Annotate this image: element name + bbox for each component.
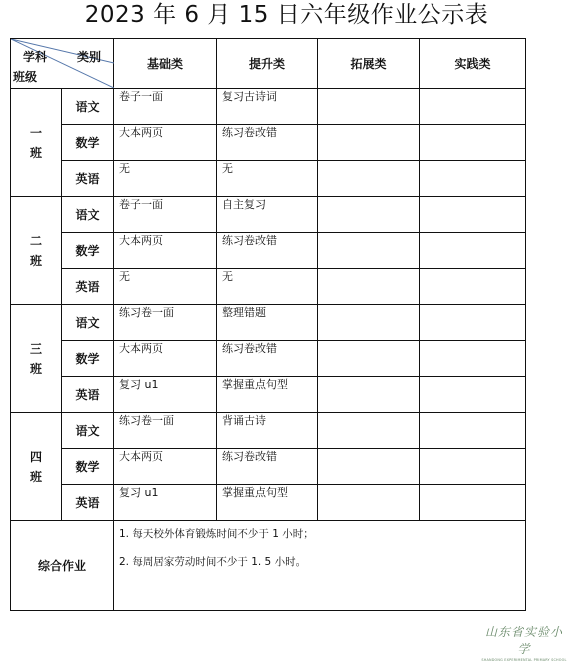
extended-cell [318,161,420,197]
basic-cell: 卷子一面 [114,89,217,125]
extended-cell [318,485,420,521]
extended-cell [318,197,420,233]
class-name-cell [11,413,62,521]
table-row [11,269,526,305]
table-row [11,449,526,485]
subject-cell: 语文 [62,413,114,449]
advanced-cell: 无 [217,269,318,305]
school-logo-subtext: SHANDONG EXPERIMENTAL PRIMARY SCHOOL [481,658,567,662]
practice-cell [420,413,526,449]
subject-cell: 语文 [62,305,114,341]
practice-cell [420,269,526,305]
class-name-char: 三 [29,341,42,356]
subject-cell: 数学 [62,341,114,377]
class-name-char: 班 [29,145,42,160]
extended-cell [318,413,420,449]
basic-cell: 大本两页 [114,125,217,161]
extended-cell [318,449,420,485]
header-extended: 拓展类 [318,39,420,89]
basic-cell: 练习卷一面 [114,305,217,341]
extended-cell [318,341,420,377]
advanced-cell: 复习古诗词 [217,89,318,125]
table-row [11,305,526,341]
table-row [11,341,526,377]
table-row [11,485,526,521]
class-name-char: 班 [29,253,42,268]
practice-cell [420,161,526,197]
table-row [11,233,526,269]
extended-cell [318,305,420,341]
practice-cell [420,197,526,233]
advanced-cell: 无 [217,161,318,197]
practice-cell [420,449,526,485]
comprehensive-notes [114,521,526,611]
basic-cell: 复习 u1 [114,485,217,521]
class-name-char: 四 [29,449,42,464]
comprehensive-note: 2. 每周居家劳动时间不少于 1. 5 小时。 [119,556,307,568]
subject-cell: 英语 [62,161,114,197]
practice-cell [420,233,526,269]
page-title: 2023 年 6 月 15 日六年级作业公示表 [84,2,489,28]
corner-class-label: 班级 [13,70,38,84]
table-row [11,413,526,449]
practice-cell [420,341,526,377]
practice-cell [420,89,526,125]
basic-cell: 无 [114,161,217,197]
comprehensive-row [11,521,526,611]
extended-cell [318,89,420,125]
class-name-char: 班 [29,469,42,484]
practice-cell [420,485,526,521]
subject-cell: 语文 [62,89,114,125]
homework-table [10,38,526,611]
practice-cell [420,305,526,341]
subject-cell: 英语 [62,377,114,413]
table-row [11,89,526,125]
corner-cell [11,39,114,89]
class-name-cell [11,197,62,305]
subject-cell: 语文 [62,197,114,233]
subject-cell: 英语 [62,269,114,305]
extended-cell [318,377,420,413]
table-row [11,197,526,233]
subject-cell: 数学 [62,449,114,485]
table-row [11,125,526,161]
class-name-char: 班 [29,361,42,376]
advanced-cell: 整理错题 [217,305,318,341]
class-name-char: 二 [29,233,42,248]
comprehensive-note: 1. 每天校外体育锻炼时间不少于 1 小时； [119,528,314,540]
advanced-cell: 掌握重点句型 [217,485,318,521]
practice-cell [420,377,526,413]
header-advanced: 提升类 [217,39,318,89]
comprehensive-label: 综合作业 [11,521,114,611]
basic-cell: 大本两页 [114,341,217,377]
advanced-cell: 练习卷改错 [217,341,318,377]
corner-type-label: 类别 [76,50,101,64]
subject-cell: 数学 [62,233,114,269]
class-name-char: 一 [29,125,42,140]
advanced-cell: 背诵古诗 [217,413,318,449]
header-row [11,39,526,89]
extended-cell [318,269,420,305]
school-logo [479,623,569,662]
basic-cell: 练习卷一面 [114,413,217,449]
advanced-cell: 练习卷改错 [217,449,318,485]
table-row [11,161,526,197]
header-basic: 基础类 [114,39,217,89]
basic-cell: 卷子一面 [114,197,217,233]
basic-cell: 大本两页 [114,233,217,269]
advanced-cell: 练习卷改错 [217,233,318,269]
corner-subject-label: 学科 [23,50,48,64]
basic-cell: 复习 u1 [114,377,217,413]
advanced-cell: 练习卷改错 [217,125,318,161]
class-name-cell [11,305,62,413]
extended-cell [318,125,420,161]
subject-cell: 英语 [62,485,114,521]
school-logo-text: 山东省实验小学 [484,625,563,656]
basic-cell: 无 [114,269,217,305]
practice-cell [420,125,526,161]
subject-cell: 数学 [62,125,114,161]
class-name-cell [11,89,62,197]
basic-cell: 大本两页 [114,449,217,485]
advanced-cell: 自主复习 [217,197,318,233]
table-row [11,377,526,413]
header-practice: 实践类 [420,39,526,89]
advanced-cell: 掌握重点句型 [217,377,318,413]
extended-cell [318,233,420,269]
